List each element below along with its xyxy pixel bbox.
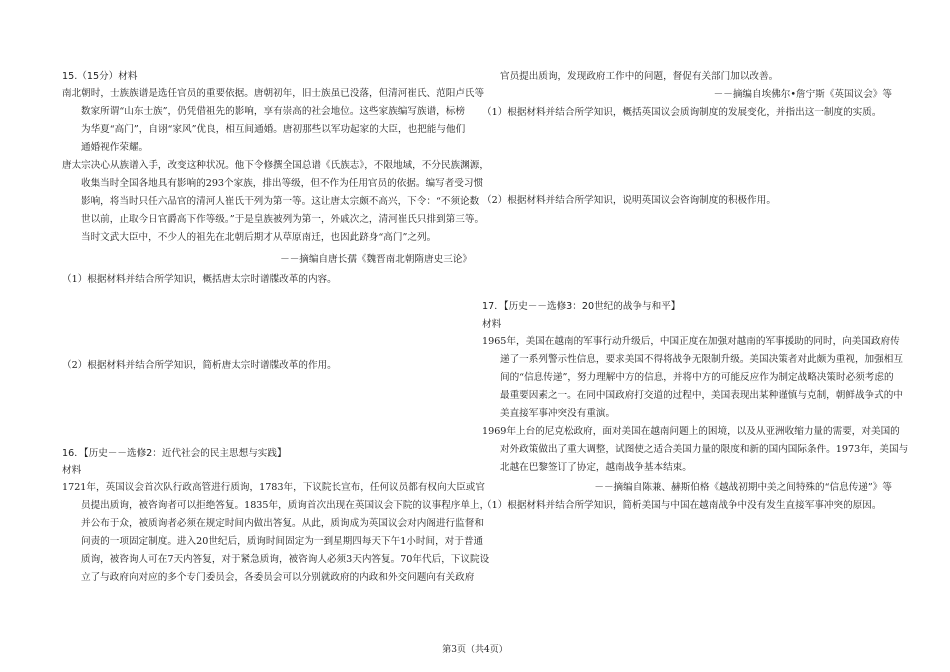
q16-sub2: （2）根据材料并结合所学知识，说明英国议会咨询制度的积极作用。 (482, 195, 776, 206)
q16-para-line: 并公布于众，被质询者必须在规定时间内做出答复。从此，质询成为英国议会对内阁进行监督和 (81, 518, 484, 529)
q16-para-line: 员提出质询，被咨询者可以拒绝答复。1835年，质询首次出现在英国议会下院的议事程序单上， (81, 500, 490, 511)
q17-para2-line: 1969年上台的尼克松政府，面对美国在越南问题上的困境，以及从亚洲收缩力量的需要，对美国的 (482, 426, 900, 437)
q15-para1-line: 为华夏“高门”，自诩“家风”优良，相互间通婚。唐初那些以军功起家的大臣，也把能与他们 (81, 124, 466, 135)
q16-para-line: 立了与政府向对应的多个专门委员会，各委员会可以分别就政府的内政和外交问题向有关政府 (81, 572, 475, 583)
q15-para1-line: 通婚视作荣耀。 (81, 142, 149, 153)
q15-para2-line: 影响，将当时只任六品官的清河人崔氏干列为第一等。这让唐太宗颇不高兴，下令：“不须论数 (81, 196, 480, 207)
q15-para2-line: 世以前，止取今日官爵高下作等级。”于是皇族被列为第一，外戚次之，清河崔氏只排到第三等。 (81, 214, 485, 225)
q17-para1-line: 间的“信息传递”，努力理解中方的信息，并将中方的可能反应作为制定战略决策时必须考虑的 (500, 372, 894, 383)
q15-para2-line: 唐太宗决心从族谱入手，改变这种状况。他下令修撰全国总谱《氏族志》，不限地域，不分民族渊源， (62, 160, 489, 171)
q16-label: 材料 (62, 465, 82, 476)
q17-para1-line: 1965年，美国在越南的军事行动升级后，中国正度在加强对越南的军事援助的同时，向美国政府传 (482, 336, 900, 347)
q17-para1-line: 最重要因素之一。在同中国政府打交道的过程中，美国表现出某种谨慎与克制，朝鲜战争式的中 (500, 390, 903, 401)
page-number-footer: 第3页（共4页） (442, 645, 508, 655)
q15-para1-line: 数家所谓“山东士族”，仍凭借祖先的影响，享有崇高的社会地位。这些家族编写族谱，标榜 (81, 106, 465, 117)
q16-para-line: 质询，被咨询人可在7天内答复，对于紧急质询，被咨询人必须3天内答复。70年代后，下议院设 (81, 554, 490, 565)
q15-title: 15.（15分）材料 (62, 71, 138, 82)
q17-para1-line: 递了一系列警示性信息，要求美国不得将战争无限制升级。美国决策者对此颇为重视，加强相互 (500, 354, 903, 365)
q17-source: －－摘编自陈兼、赫斯伯格《越战初期中美之间特殊的“信息传递”》等 (594, 482, 892, 493)
q16-cont-line: 官员提出质询，发现政府工作中的问题，督促有关部门加以改善。 (500, 71, 779, 82)
q15-sub2: （2）根据材料并结合所学知识，简析唐太宗时谱牒改革的作用。 (62, 360, 337, 371)
q16-para-line: 问责的一项固定制度。进入20世纪后，质询时间固定为一到星期四每天下午1小时间，对于普通 (81, 536, 484, 547)
q15-source: －－摘编自唐长孺《魏晋南北朝隋唐史三论》 (280, 254, 472, 265)
q17-para1-line: 美直接军事冲突没有重演。 (500, 408, 616, 419)
q16-source: －－摘编自埃佛尔•詹宁斯《英国议会》等 (713, 89, 892, 100)
q15-sub1: （1）根据材料并结合所学知识，概括唐太宗时谱牒改革的内容。 (62, 274, 337, 285)
q16-title: 16．【历史－－选修2：近代社会的民主思想与实践】 (62, 448, 287, 459)
q17-sub1: （1）根据材料并结合所学知识，简析美国与中国在越南战争中没有发生直接军事冲突的原因。 (482, 500, 882, 511)
q16-para-line: 1721年，英国议会首次队行政高管进行质询，1783年，下议院长宣布，任何议员都有权向大臣或官 (62, 482, 485, 493)
q15-para2-line: 收集当时全国各地具有影响的293个家族，排出等级，但不作为任用官员的依据。编写者受习惯 (81, 178, 484, 189)
q15-para1-line: 南北朝时，士族族谱是选任官员的重要依据。唐朝初年，旧士族虽已没落，但清河崔氏、范阳卢氏等 (62, 88, 485, 99)
q17-para2-line: 北越在巴黎签订了协定，越南战争基本结束。 (500, 462, 692, 473)
q17-label: 材料 (482, 319, 502, 330)
q16-sub1: （1）根据材料并结合所学知识，概括英国议会质询制度的发展变化，并指出这一制度的实质。 (482, 107, 882, 118)
q17-title: 17．【历史－－选修3：20世纪的战争与和平】 (482, 301, 681, 312)
q17-para2-line: 对外政策做出了重大调整，试图使之适合美国力量的限度和新的国内国际条件。1973年，美国与 (500, 444, 909, 455)
q15-para2-line: 当时文武大臣中，不少人的祖先在北朝后期才从草原南迁，也因此跻身“高门”之列。 (81, 232, 437, 243)
